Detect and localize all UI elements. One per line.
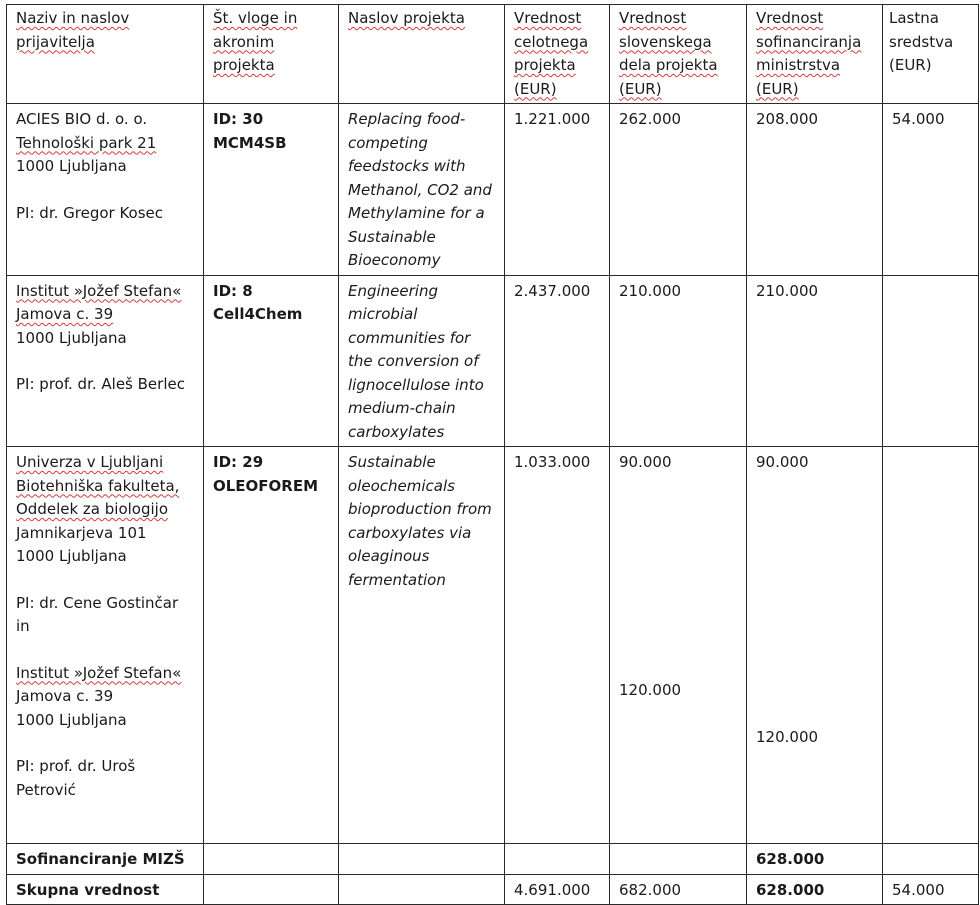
own-cell bbox=[883, 447, 979, 844]
header-own: Lastna sredstva (EUR) bbox=[883, 5, 979, 104]
applicant-cell bbox=[7, 275, 204, 447]
slovene-cell: 262.000 bbox=[610, 104, 747, 276]
applicant-line: Biotehniška fakulteta, bbox=[16, 476, 180, 495]
total-row bbox=[7, 874, 979, 905]
project-title: Engineering microbial communities for the conversion of lignocellulose into medium-chain carboxylates bbox=[348, 281, 484, 441]
total-slovene: 682.000 bbox=[610, 874, 747, 905]
table-row bbox=[7, 447, 979, 844]
applicant-line: Institut »Jožef Stefan« bbox=[16, 281, 182, 300]
applicant-line: 1000 Ljubljana bbox=[16, 547, 127, 565]
title-cell bbox=[339, 104, 505, 276]
title-cell bbox=[339, 275, 505, 447]
total-label: Skupna vrednost bbox=[7, 874, 204, 905]
slovene-cell: 90.000 120.000 bbox=[610, 447, 747, 844]
applicant-line: PI: prof. dr. Uroš Petrović bbox=[16, 757, 136, 799]
cofinancing-label: Sofinanciranje MIZŠ bbox=[7, 844, 204, 875]
ministry-cell: 208.000 bbox=[747, 104, 883, 276]
projects-table bbox=[6, 4, 979, 905]
project-id: ID: 29 bbox=[213, 453, 264, 471]
project-acronym: MCM4SB bbox=[213, 133, 287, 152]
cofinancing-value: 628.000 bbox=[747, 844, 883, 875]
header-title: Naslov projekta bbox=[339, 5, 505, 104]
id-cell bbox=[204, 447, 339, 844]
cofinancing-row bbox=[7, 844, 979, 875]
applicant-line: Tehnološki park 21 bbox=[16, 133, 157, 152]
id-cell bbox=[204, 104, 339, 276]
applicant-line: Jamova c. 39 bbox=[16, 687, 114, 705]
applicant-line: Institut »Jožef Stefan« bbox=[16, 663, 182, 682]
project-title: Replacing food-competing feedstocks with Methanol, CO2 and Methylamine for a Sustainable Bioeconomy bbox=[348, 110, 492, 269]
own-cell bbox=[883, 275, 979, 447]
ministry-value-2: 120.000 bbox=[756, 728, 819, 746]
header-slovene: Vrednost slovenskega dela projekta (EUR) bbox=[610, 5, 747, 104]
applicant-line: PI: dr. Cene Gostinčar bbox=[16, 593, 179, 612]
applicant-line: Univerza v Ljubljani bbox=[16, 453, 164, 471]
applicant-line: Jamova c. 39 bbox=[16, 305, 114, 323]
applicant-cell bbox=[7, 104, 204, 276]
table-row bbox=[7, 275, 979, 447]
project-title: Sustainable oleochemicals bioproduction from carboxylates via oleaginous fermentation bbox=[348, 453, 492, 589]
own-cell: 54.000 bbox=[883, 104, 979, 276]
applicant-line: 1000 Ljubljana bbox=[16, 328, 127, 347]
header-row bbox=[7, 5, 979, 104]
project-id: ID: 30 bbox=[213, 110, 264, 128]
applicant-line: 1000 Ljubljana bbox=[16, 710, 127, 729]
total-cell: 1.033.000 bbox=[505, 447, 610, 844]
applicant-line: 1000 Ljubljana bbox=[16, 157, 127, 175]
applicant-line: in bbox=[16, 617, 30, 635]
ministry-cell: 210.000 bbox=[747, 275, 883, 447]
slovene-cell: 210.000 bbox=[610, 275, 747, 447]
header-id: Št. vloge in akronim projekta bbox=[204, 5, 339, 104]
title-cell bbox=[339, 447, 505, 844]
project-id: ID: 8 bbox=[213, 281, 253, 300]
header-applicant: Naziv in naslov prijavitelja bbox=[7, 5, 204, 104]
ministry-cell: 90.000 120.000 bbox=[747, 447, 883, 844]
header-ministry: Vrednost sofinanciranja ministrstva (EUR) bbox=[747, 5, 883, 104]
table-row bbox=[7, 104, 979, 276]
applicant-line: PI: prof. dr. Aleš Berlec bbox=[16, 375, 185, 393]
header-total: Vrednost celotnega projekta (EUR) bbox=[505, 5, 610, 104]
project-acronym: Cell4Chem bbox=[213, 305, 303, 323]
total-total: 4.691.000 bbox=[505, 874, 610, 905]
id-cell bbox=[204, 275, 339, 447]
applicant-line: PI: dr. Gregor Kosec bbox=[16, 203, 164, 222]
project-acronym: OLEOFOREM bbox=[213, 476, 319, 495]
applicant-line: Jamnikarjeva 101 bbox=[16, 523, 147, 542]
slovene-value-2: 120.000 bbox=[619, 681, 682, 699]
total-own: 54.000 bbox=[883, 874, 979, 905]
applicant-line: ACIES BIO d. o. o. bbox=[16, 110, 148, 128]
total-cell: 2.437.000 bbox=[505, 275, 610, 447]
total-cell: 1.221.000 bbox=[505, 104, 610, 276]
total-ministry: 628.000 bbox=[747, 874, 883, 905]
applicant-line: Oddelek za biologijo bbox=[16, 500, 169, 518]
applicant-cell bbox=[7, 447, 204, 844]
